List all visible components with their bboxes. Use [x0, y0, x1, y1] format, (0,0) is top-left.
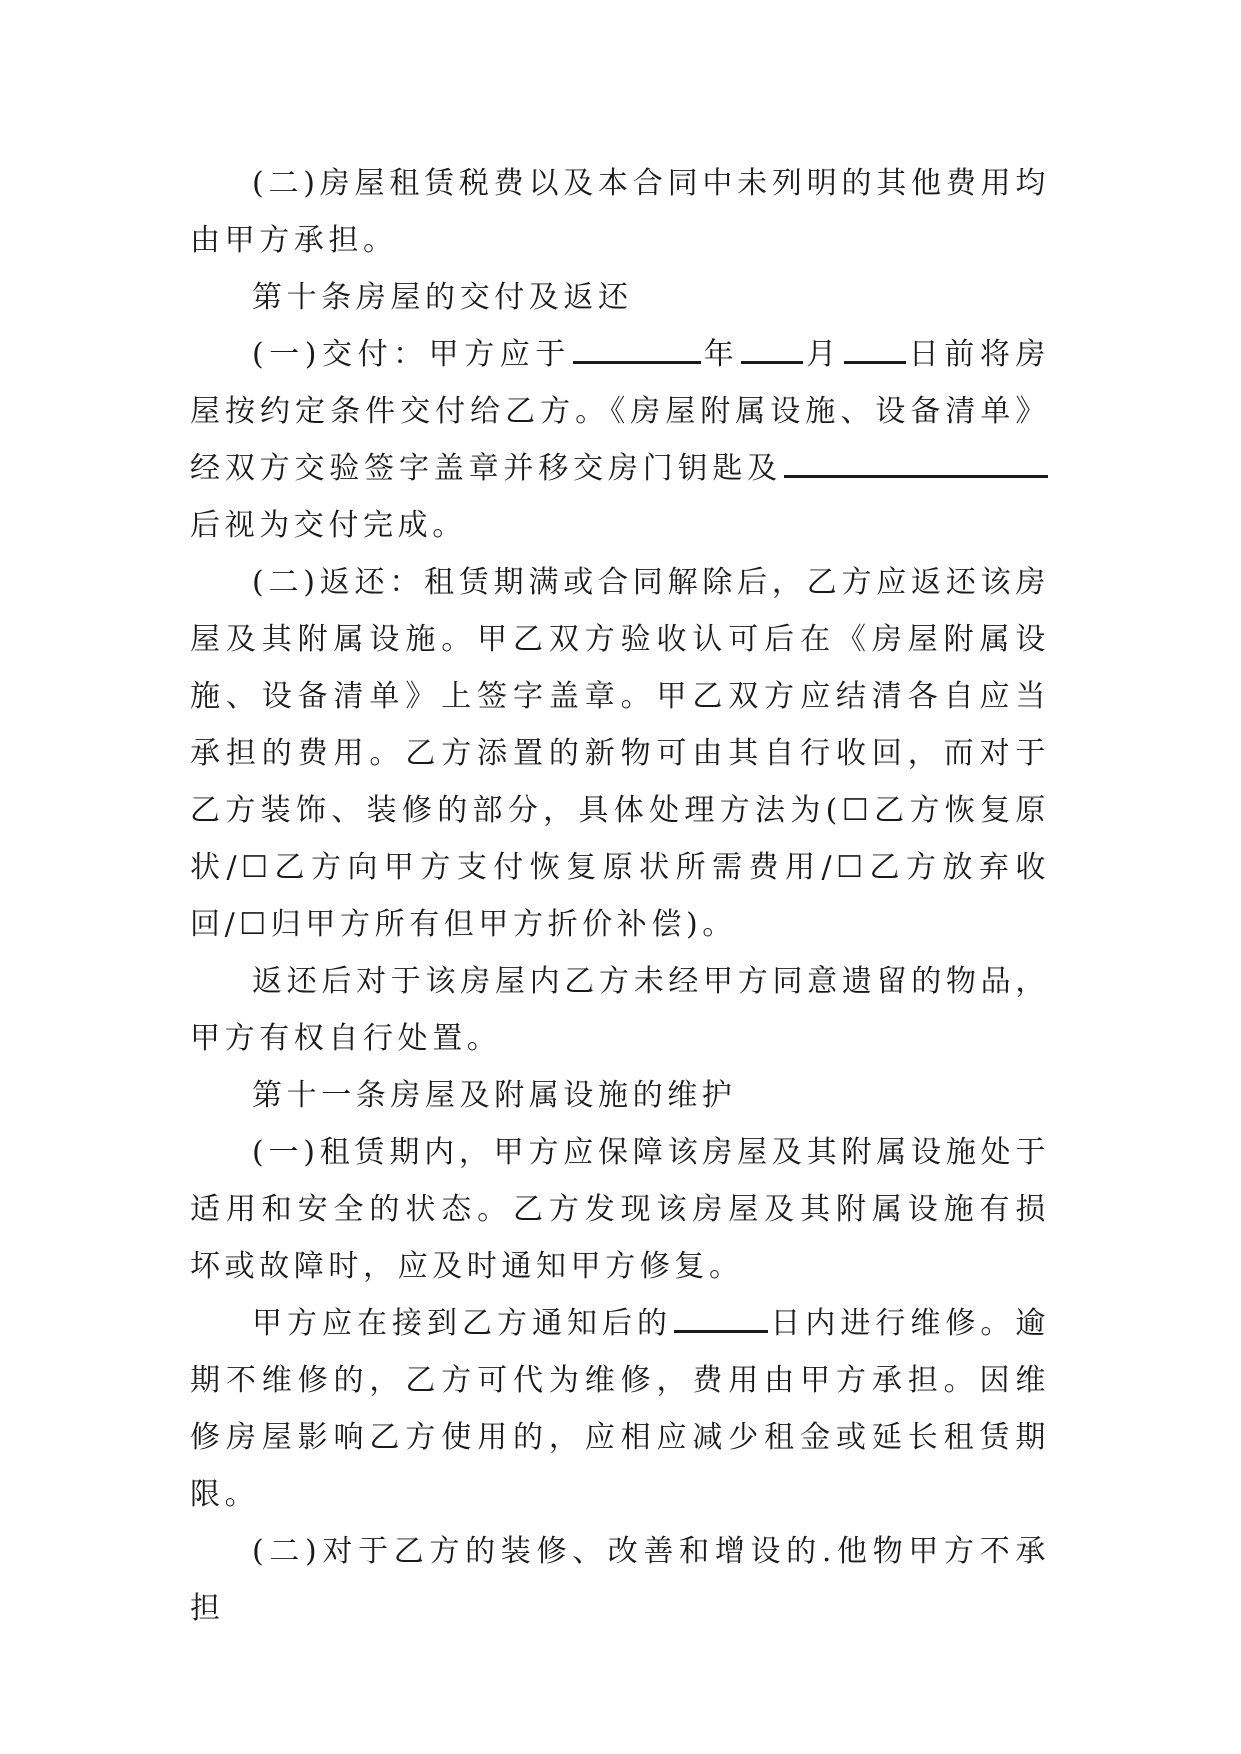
blank-handover-items — [784, 474, 1048, 478]
paragraph-text: (二)返还：租赁期满或合同解除后，乙方应返还该房屋及其附属设施。甲乙双方验收认可后在《房屋附属设施、设备清单》上签字盖章。甲乙双方应结清各自应当承担的费用。乙方添置的新物可由其自行收回，而对于乙方装饰、装修的部分，具体处理方法为(☐乙方恢复原状/☐乙方向甲方支付恢复原状所需费用/☐乙方放弃收回/☐归甲方所有但甲方折价补偿)。 — [190, 565, 1050, 942]
heading-text: 第十条房屋的交付及返还 — [252, 280, 633, 315]
article-10-heading — [190, 269, 1050, 326]
article-11-heading — [190, 1067, 1050, 1124]
paragraph-maintenance-2 — [190, 1523, 1050, 1637]
paragraph-text: 返还后对于该房屋内乙方未经甲方同意遗留的物品，甲方有权自行处置。 — [190, 964, 1050, 1056]
paragraph-maintenance-1 — [190, 1124, 1050, 1295]
document-page — [190, 155, 1050, 1637]
paragraph-text: 月 — [805, 337, 842, 372]
heading-text: 第十一条房屋及附属设施的维护 — [252, 1078, 737, 1113]
paragraph-text: (一)租赁期内，甲方应保障该房屋及其附属设施处于适用和安全的状态。乙方发现该房屋及其附属设施有损坏或故障时，应及时通知甲方修复。 — [190, 1135, 1050, 1284]
paragraph-left-items — [190, 953, 1050, 1067]
blank-day — [844, 360, 906, 364]
paragraph-text: (二)对于乙方的装修、改善和增设的.他物甲方不承担 — [190, 1534, 1050, 1626]
blank-days — [674, 1329, 768, 1333]
paragraph-text: 日前将房屋按约定条件交付给乙方。《房屋附属设施、设备清单》经双方交验签字盖章并移交房门钥匙及 — [190, 337, 1050, 486]
paragraph-text: 后视为交付完成。 — [190, 508, 467, 543]
paragraph-text: (二)房屋租赁税费以及本合同中未列明的其他费用均由甲方承担。 — [190, 166, 1050, 258]
paragraph-text: 日内进行维修。逾期不维修的，乙方可代为维修，费用由甲方承担。因维修房屋影响乙方使用的，应相应减少租金或延长租赁期限。 — [190, 1306, 1050, 1512]
paragraph-text: (一)交付：甲方应于 — [252, 337, 571, 372]
paragraph-return — [190, 554, 1050, 953]
paragraph-text: 年 — [702, 337, 740, 372]
paragraph-delivery — [190, 326, 1050, 554]
paragraph-taxes-fees — [190, 155, 1050, 269]
paragraph-repair-deadline — [190, 1295, 1050, 1523]
paragraph-text: 甲方应在接到乙方通知后的 — [252, 1306, 672, 1341]
blank-year — [573, 360, 701, 364]
blank-month — [741, 360, 803, 364]
